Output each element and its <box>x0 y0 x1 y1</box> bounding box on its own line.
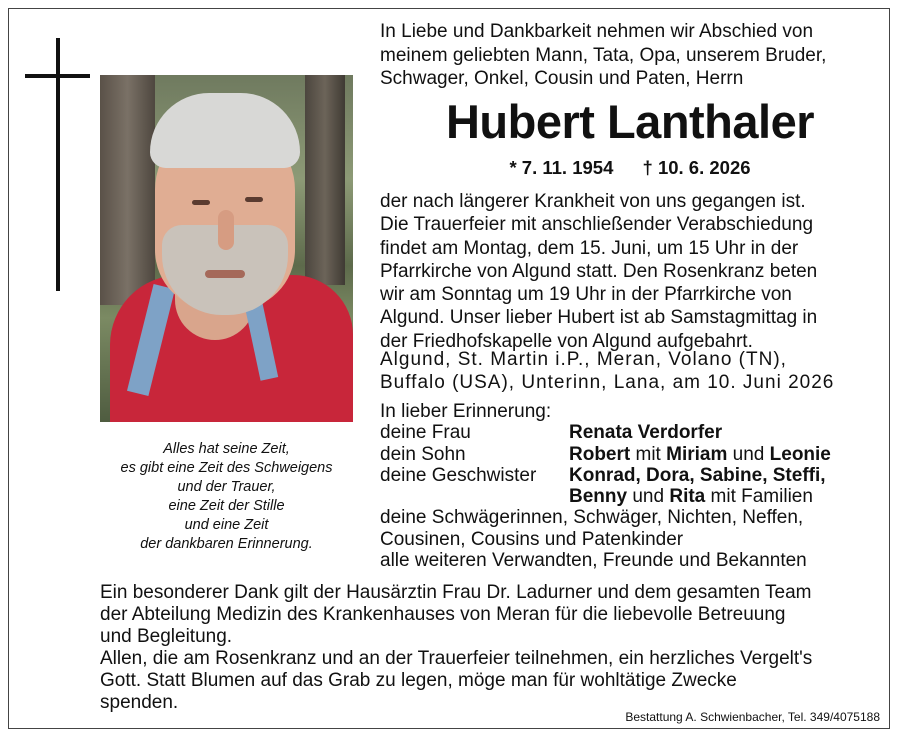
siblings-names: Konrad, Dora, Sabine, Steffi, <box>569 464 826 486</box>
intro-line: meinem geliebten Mann, Tata, Opa, unserem Bruder, <box>380 44 827 66</box>
relation-siblings: deine Geschwister <box>380 464 537 486</box>
announcement-body <box>380 190 880 353</box>
verse-line: und eine Zeit <box>184 517 269 533</box>
verse <box>100 440 353 554</box>
thanks-line: und Begleitung. <box>100 626 233 647</box>
grandchild-name: Leonie <box>769 443 831 465</box>
thanks-line: der Abteilung Medizin des Krankenhauses von Meran für die liebevolle Betreuung <box>100 604 786 625</box>
connector-text: und <box>727 443 770 465</box>
thanks-line: spenden. <box>100 692 179 713</box>
son-partner-name: Miriam <box>666 443 728 465</box>
deceased-name: Hubert Lanthaler <box>445 95 815 148</box>
thanks-line: Ein besonderer Dank gilt der Hausärztin Frau Dr. Ladurner und dem gesamten Team <box>100 582 812 603</box>
body-line: Die Trauerfeier mit anschließender Verabschiedung <box>380 214 814 236</box>
birth-date: * 7. 11. 1954 <box>509 157 614 178</box>
thanks-line: Allen, die am Rosenkranz und an der Trauerfeier teilnehmen, ein herzliches Vergelt's <box>100 648 813 669</box>
thanks-line: Gott. Statt Blumen auf das Grab zu legen, möge man für wohltätige Zwecke <box>100 670 737 691</box>
memory-heading: In lieber Erinnerung: <box>380 401 552 422</box>
mourners-list <box>380 401 880 571</box>
body-line: findet am Montag, dem 15. Juni, um 15 Uhr in der <box>380 237 799 259</box>
relation-wife: deine Frau <box>380 422 471 444</box>
relation-son: dein Sohn <box>380 443 466 465</box>
connector-text: und <box>627 486 670 508</box>
families-text: mit Familien <box>705 486 813 508</box>
funeral-home-credit: Bestattung A. Schwienbacher, Tel. 349/4075188 <box>625 710 880 724</box>
sibling-name: Benny <box>569 486 628 508</box>
portrait-photo <box>100 75 353 422</box>
son-name: Robert <box>569 443 631 465</box>
life-dates <box>380 157 880 179</box>
verse-line: der dankbaren Erinnerung. <box>140 536 313 552</box>
body-line: der nach längerer Krankheit von uns gegangen ist. <box>380 191 806 212</box>
intro-text <box>380 20 880 91</box>
cross-icon-bar <box>25 74 90 78</box>
relatives-line: Cousinen, Cousins und Patenkinder <box>380 528 684 550</box>
places-line: Buffalo (USA), Unterinn, Lana, am 10. Juni 2026 <box>380 372 835 394</box>
body-line: der Friedhofskapelle von Algund aufgebahrt. <box>380 330 753 352</box>
thanks-text <box>100 582 880 714</box>
verse-line: es gibt eine Zeit des Schweigens <box>120 460 333 476</box>
verse-line: Alles hat seine Zeit, <box>163 441 290 457</box>
places-line: Algund, St. Martin i.P., Meran, Volano (TN), <box>380 349 787 370</box>
relatives-line: deine Schwägerinnen, Schwäger, Nichten, Neffen, <box>380 507 804 529</box>
verse-line: eine Zeit der Stille <box>168 498 285 514</box>
sibling-name: Rita <box>669 486 706 508</box>
intro-line: In Liebe und Dankbarkeit nehmen wir Abschied von <box>380 21 814 42</box>
body-line: Pfarrkirche von Algund statt. Den Rosenkranz beten <box>380 260 818 282</box>
intro-line: Schwager, Onkel, Cousin und Paten, Herrn <box>380 68 744 89</box>
verse-line: und der Trauer, <box>177 479 276 495</box>
places-and-date <box>380 348 880 395</box>
body-line: Algund. Unser lieber Hubert ist ab Samstagmittag in <box>380 307 818 329</box>
relatives-line: alle weiteren Verwandten, Freunde und Bekannten <box>380 550 807 572</box>
connector-text: mit <box>630 443 667 465</box>
wife-name: Renata Verdorfer <box>569 422 723 444</box>
body-line: wir am Sonntag um 19 Uhr in der Pfarrkirche von <box>380 284 792 306</box>
death-date: † 10. 6. 2026 <box>642 157 751 178</box>
